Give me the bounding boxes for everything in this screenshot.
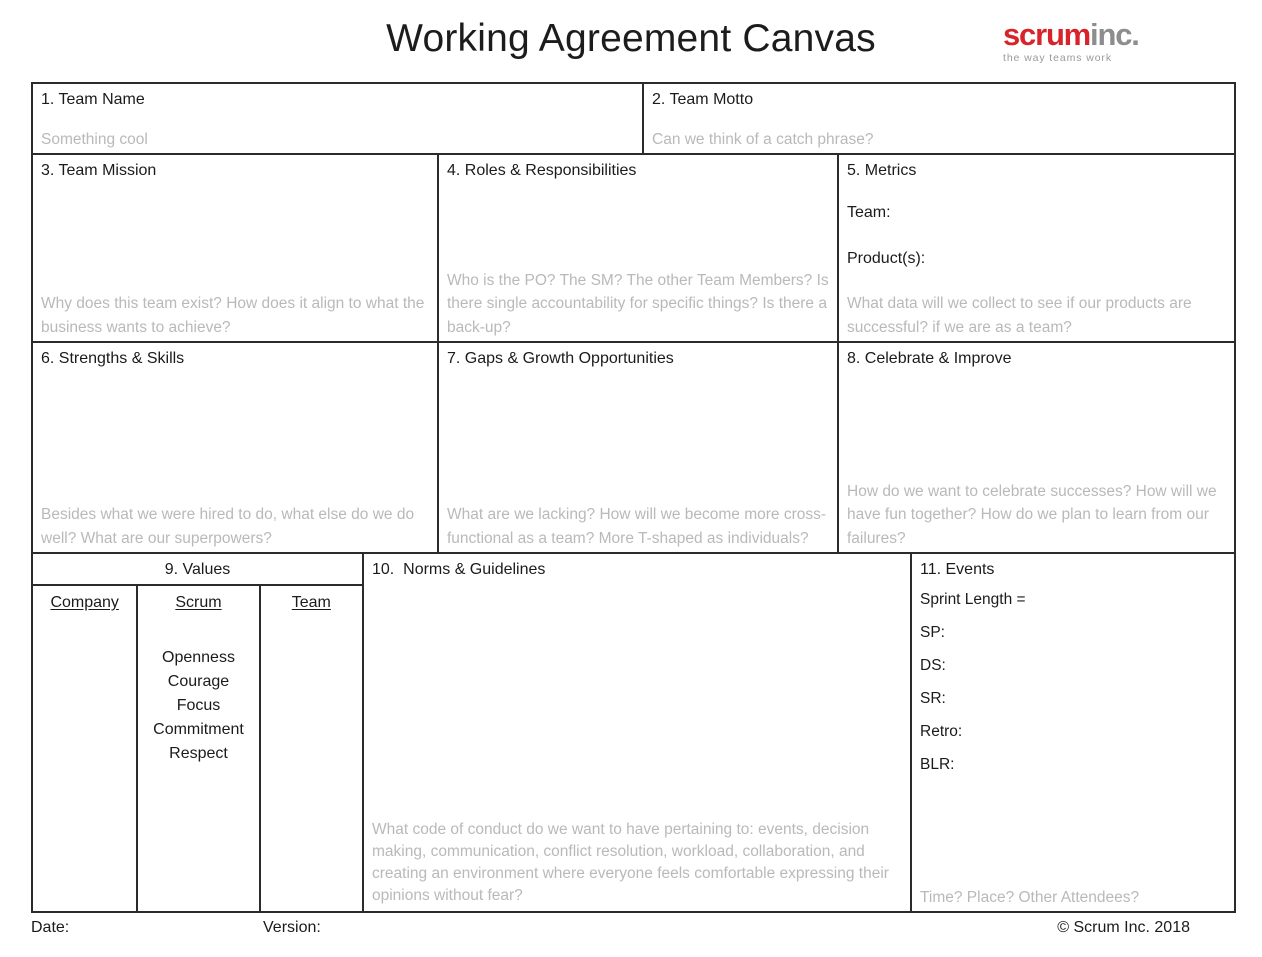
- values-column-header: Company: [50, 594, 119, 611]
- logo-word-scrum: scrum: [1003, 17, 1091, 52]
- values-column-scrum[interactable]: [138, 586, 260, 911]
- section-title: 11. Events: [920, 561, 995, 578]
- section-hint: Who is the PO? The SM? The other Team Members? Is there single accountability for specific things? Is there a back-up?: [447, 271, 829, 336]
- event-field-sr: SR:: [920, 690, 946, 707]
- section-hint: Besides what we were hired to do, what else do we do well? What are our superpowers?: [41, 506, 415, 547]
- page-header: [0, 0, 1262, 82]
- section-title: 7. Gaps & Growth Opportunities: [447, 350, 674, 367]
- working-agreement-canvas-grid: [31, 82, 1236, 913]
- page-footer: [0, 913, 1262, 957]
- metrics-field-list: [847, 203, 1228, 269]
- section-hint: Time? Place? Other Attendees?: [920, 889, 1140, 906]
- values-item: Focus: [176, 697, 221, 714]
- version-label: Version:: [263, 919, 321, 936]
- events-field-list: [920, 590, 1228, 774]
- logo-wordmark: [1003, 17, 1203, 52]
- metrics-field-products: Product(s):: [847, 250, 926, 267]
- metrics-field-team: Team:: [847, 204, 891, 221]
- section-metrics[interactable]: [839, 155, 1236, 343]
- section-title: 9. Values: [33, 554, 362, 586]
- values-item: Respect: [169, 745, 228, 762]
- section-hint: What data will we collect to see if our products are successful? if we are as a team?: [847, 295, 1192, 336]
- values-item: Courage: [167, 673, 230, 690]
- section-gaps-growth[interactable]: [439, 343, 839, 554]
- values-column-header: Scrum: [175, 594, 222, 611]
- event-field-ds: DS:: [920, 657, 946, 674]
- section-team-name[interactable]: [33, 84, 644, 155]
- values-list-scrum: [138, 646, 258, 766]
- section-values[interactable]: [33, 554, 364, 911]
- section-title: 5. Metrics: [847, 162, 917, 179]
- section-title: 1. Team Name: [41, 91, 145, 108]
- section-roles-responsibilities[interactable]: [439, 155, 839, 343]
- event-field-sprint-length: Sprint Length =: [920, 591, 1026, 608]
- values-column-team[interactable]: [261, 586, 362, 911]
- event-field-sp: SP:: [920, 624, 945, 641]
- section-title: 8. Celebrate & Improve: [847, 350, 1012, 367]
- section-team-mission[interactable]: [33, 155, 439, 343]
- section-title: 6. Strengths & Skills: [41, 350, 185, 367]
- section-norms-guidelines[interactable]: [364, 554, 912, 911]
- section-hint: Why does this team exist? How does it align to what the business wants to achieve?: [41, 295, 425, 336]
- section-title: 2. Team Motto: [652, 91, 754, 108]
- scrum-inc-logo: [1003, 17, 1203, 64]
- logo-tagline: the way teams work: [1003, 52, 1112, 64]
- section-hint: What code of conduct do we want to have pertaining to: events, decision making, communication, conflict resolution, workload, collaboration, and creating an environment where everyone feels comfortable expressing their opinions without fear?: [372, 821, 889, 904]
- event-field-retro: Retro:: [920, 723, 963, 740]
- section-hint: What are we lacking? How will we become more cross-functional as a team? More T-shaped as individuals?: [447, 506, 827, 547]
- section-celebrate-improve[interactable]: [839, 343, 1236, 554]
- section-hint: Can we think of a catch phrase?: [652, 130, 874, 148]
- values-item: Commitment: [153, 721, 244, 738]
- section-events[interactable]: [912, 554, 1236, 911]
- event-field-blr: BLR:: [920, 756, 955, 773]
- values-column-header: Team: [291, 594, 331, 611]
- section-title: 4. Roles & Responsibilities: [447, 162, 637, 179]
- values-column-company[interactable]: [33, 586, 138, 911]
- section-hint: How do we want to celebrate successes? How will we have fun together? How do we plan to learn from our failures?: [847, 482, 1217, 547]
- logo-word-inc: inc.: [1090, 17, 1139, 52]
- values-columns: [33, 586, 362, 911]
- section-title: 3. Team Mission: [41, 162, 157, 179]
- date-label: Date:: [31, 919, 70, 936]
- values-item: Openness: [162, 649, 235, 666]
- page-title: Working Agreement Canvas: [386, 17, 876, 60]
- section-hint: Something cool: [41, 130, 148, 148]
- section-team-motto[interactable]: [644, 84, 1236, 155]
- section-title: 10. Norms & Guidelines: [372, 561, 546, 578]
- section-strengths-skills[interactable]: [33, 343, 439, 554]
- copyright-notice: © Scrum Inc. 2018: [1057, 919, 1190, 936]
